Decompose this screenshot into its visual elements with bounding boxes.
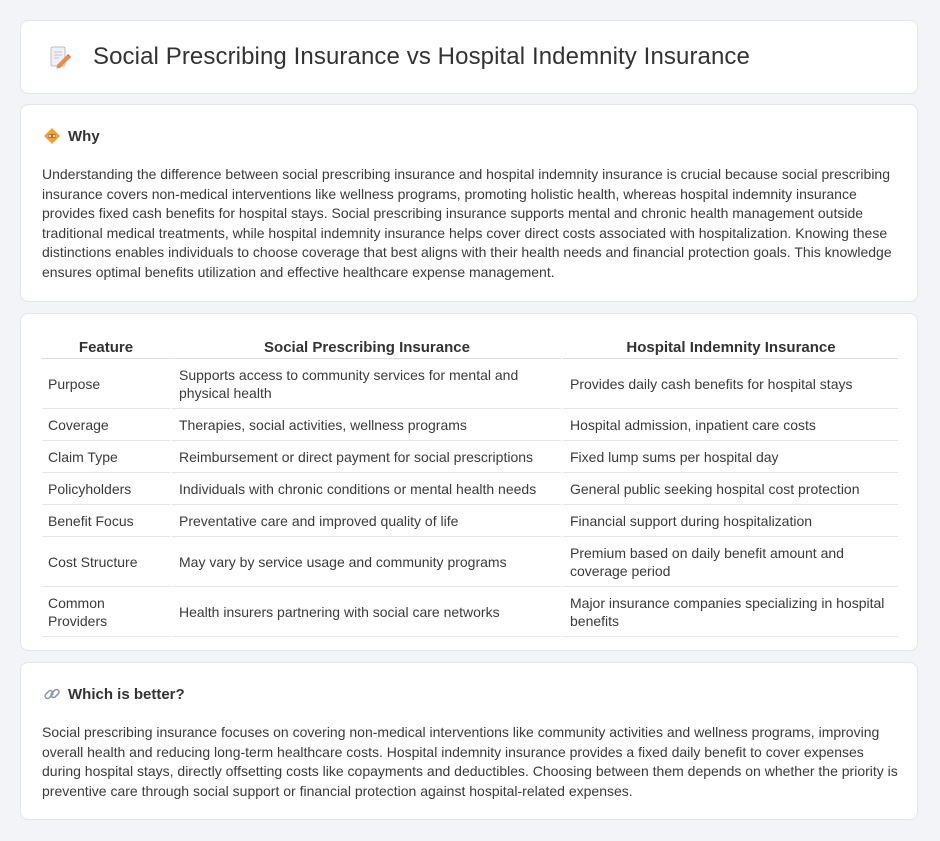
why-card (20, 104, 918, 302)
social-cell: Preventative care and improved quality of life (170, 505, 561, 537)
document-pencil-icon (47, 44, 73, 70)
title-row (47, 43, 750, 71)
page-title: Social Prescribing Insurance vs Hospital Indemnity Insurance (93, 43, 750, 70)
feature-cell: Purpose (42, 359, 170, 409)
social-cell: Therapies, social activities, wellness programs (170, 409, 561, 441)
comparison-table (42, 334, 898, 637)
social-cell: May vary by service usage and community programs (170, 537, 561, 587)
table-row (42, 473, 898, 505)
table-row (42, 587, 898, 637)
link-icon (43, 685, 61, 703)
table-row (42, 359, 898, 409)
why-paragraph: Understanding the difference between social prescribing insurance and hospital indemnity insurance is crucial because social prescribing insurance covers non-medical interventions like wellness programs, promoting holistic health, whereas hospital indemnity insurance provides fixed cash benefits for hospital stays. Social prescribing insurance supports mental and chronic health management outside traditional medical treatments, while hospital indemnity insurance helps cover direct costs associated with hospitalization. Knowing these distinctions enables individuals to choose coverage that best aligns with their health needs and financial protection goals. This knowledge ensures optimal benefits utilization and effective healthcare expense management. (42, 166, 892, 280)
title-card (20, 20, 918, 94)
social-cell: Supports access to community services for mental and physical health (170, 359, 561, 409)
table-row (42, 409, 898, 441)
table-row (42, 505, 898, 537)
social-cell: Individuals with chronic conditions or mental health needs (170, 473, 561, 505)
comparison-table-card (20, 313, 918, 651)
feature-cell: Benefit Focus (42, 505, 170, 537)
hospital-cell: Provides daily cash benefits for hospital stays (561, 359, 898, 409)
social-cell: Health insurers partnering with social care networks (170, 587, 561, 637)
feature-cell: Cost Structure (42, 537, 170, 587)
hospital-cell: Fixed lump sums per hospital day (561, 441, 898, 473)
hospital-cell: Major insurance companies specializing in hospital benefits (561, 587, 898, 637)
table-header-row (42, 334, 898, 359)
column-header-hospital: Hospital Indemnity Insurance (561, 334, 898, 359)
better-heading: Which is better? (68, 685, 185, 703)
social-cell: Reimbursement or direct payment for social prescriptions (170, 441, 561, 473)
why-heading: Why (68, 127, 100, 145)
hospital-cell: Hospital admission, inpatient care costs (561, 409, 898, 441)
hospital-cell: General public seeking hospital cost protection (561, 473, 898, 505)
column-header-feature: Feature (42, 334, 170, 359)
feature-cell: Common Providers (42, 587, 170, 637)
feature-cell: Policyholders (42, 473, 170, 505)
better-heading-row (43, 685, 185, 703)
why-heading-row (43, 127, 100, 145)
hospital-cell: Financial support during hospitalization (561, 505, 898, 537)
feature-cell: Coverage (42, 409, 170, 441)
better-paragraph: Social prescribing insurance focuses on covering non-medical interventions like community activities and wellness programs, improving overall health and reducing long-term healthcare costs. Hospital indemnity insurance provides a fixed daily benefit to cover expenses during hospital stays, directly offsetting costs like copayments and deductibles. Choosing between them depends on whether the priority is preventive care through social support or financial protection against hospital-related expenses. (42, 724, 898, 799)
hospital-cell: Premium based on daily benefit amount and coverage period (561, 537, 898, 587)
table-row (42, 537, 898, 587)
diamond-sign-icon (43, 127, 61, 145)
table-row (42, 441, 898, 473)
feature-cell: Claim Type (42, 441, 170, 473)
column-header-social: Social Prescribing Insurance (170, 334, 561, 359)
which-is-better-card (20, 662, 918, 820)
